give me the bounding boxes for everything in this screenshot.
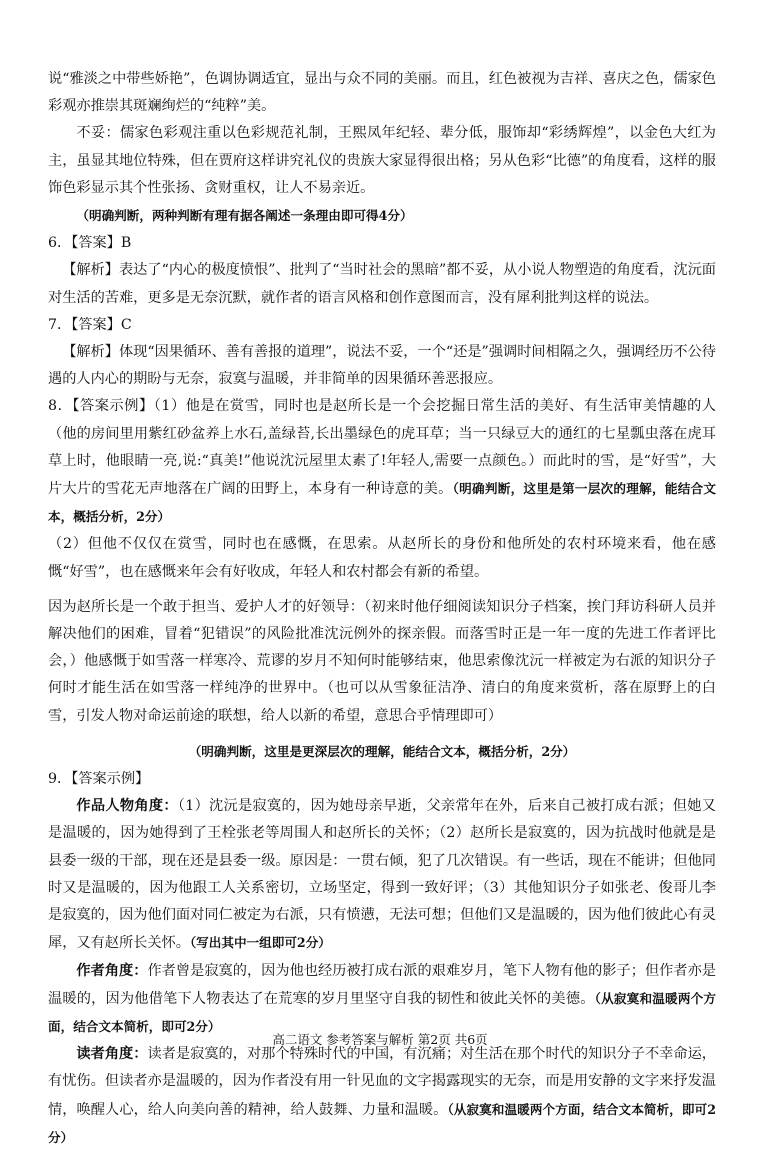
answer-6 — [48, 230, 716, 257]
document-body — [48, 66, 716, 1152]
paragraph-text: 因为赵所长是一个敢于担当、爱护人才的好领导：（初来时他仔细阅读知识分子档案，挨门拜访科研人员并解决他们的困难，冒着“犯错误”的风险批准沈沅例外的探亲假。而落雪时正是一年一度的先进工作者评比会，）他感慨于如雪落一样寒冷、荒谬的岁月不知何时能够结束，他思索像沈沅一样被定为右派的知识分子何时才能生活在如雪落一样纯净的世界中。（也可以从雪象征洁净、清白的角度来赏析，落在原野上的白雪，引发人物对命运前途的联想，给人以新的希望，意思合乎情理即可） — [48, 598, 716, 724]
angle-label: 作品人物角度： — [76, 798, 178, 815]
paragraph-text: 不妥：儒家色彩观注重以色彩规范礼制，王熙凤年纪轻、辈分低，服饰却“彩绣辉煌”，以金色大红为主，虽显其地位特殊，但在贾府这样讲究礼仪的贵族大家显得很出格；另从色彩“比德”的角度看，这样的服饰色彩显示其个性张扬、贪财重权，让人不易亲近。 — [48, 125, 716, 196]
answer-8-part2 — [48, 531, 716, 585]
page-footer: 高二语文 参考答案与解析 第2页 共6页 — [272, 1032, 488, 1047]
paragraph-opening — [48, 66, 716, 120]
paragraph-text: （2）但他不仅仅在赏雪，同时也在感慨，在思索。从赵所长的身份和他所处的农村环境来看，他在感慨“好雪”，也在感慨来年会有好收成，年轻人和农村都会有新的希望。 — [48, 536, 716, 580]
paragraph-text: 【解析】表达了“内心的极度愤恨”、批判了“当时社会的黑暗”都不妥，从小说人物塑造的角度看，沈沅面对生活的苦难，更多是无奈沉默，就作者的语言风格和创作意图而言，没有犀利批判这样的说法。 — [48, 262, 716, 306]
answer-9-author-angle — [48, 958, 716, 1042]
paragraph-text: 6．【答案】B — [48, 235, 132, 252]
answer-9-reader-angle — [48, 1041, 716, 1152]
paragraph-text: 9．【答案示例】 — [48, 771, 150, 788]
scoring-note-text: （明确判断，这里是第一层次的理解，能结合文本，概括分析，2分） — [48, 481, 716, 525]
angle-label: 作者角度： — [76, 962, 148, 979]
analysis-7 — [48, 339, 716, 393]
paragraph-text: 读者是寂寞的，对那个特殊时代的中国，有沉痛；对生活在那个时代的知识分子不幸命运，有忧伤。但读者亦是温暖的，因为作者没有用一针见血的文字揭露现实的无奈，而是用安静的文字来抒发温情，唤醒人心，给人向美向善的精神，给人鼓舞、力量和温暖。 — [48, 1046, 716, 1118]
scoring-note-text: （写出其中一组即可2分） — [189, 935, 331, 951]
paragraph-text: 8．【答案示例】（1）他是在赏雪，同时也是赵所长是一个会挖掘日常生活的美好、有生活审美情趣的人（他的房间里用紫红砂盆养上水石,盖绿苔,长出墨绿色的虎耳草；当一只绿豆大的通红的七星瓢虫落在虎耳草上时，他眼睛一亮,说:“真美!”他说沈沅屋里太素了!年轻人,需要一点颜色。）而此时的雪，是“好雪”，大片大片的雪花无声地落在广阔的田野上，本身有一种诗意的美。 — [48, 398, 716, 498]
scoring-note-text: （从寂寞和温暖两个方面，结合文本简析，即可2分） — [48, 990, 716, 1034]
paragraph-text: 说“雅淡之中带些娇艳”，色调协调适宜，显出与众不同的美丽。而且，红色被视为吉祥、喜庆之色，儒家色彩观亦推崇其斑斓绚烂的“纯粹”美。 — [48, 71, 716, 115]
paragraph-not-appropriate — [48, 120, 716, 202]
scoring-note-text: （明确判断，这里是更深层次的理解，能结合文本，概括分析，2分） — [188, 743, 576, 759]
paragraph-text: 【解析】体现“因果循环、善有善报的道理”，说法不妥，一个“还是”强调时间相隔之久，强调经历不公待遇的人内心的期盼与无奈，寂寞与温暖，并非简单的因果循环善恶报应。 — [48, 344, 716, 388]
answer-8-reason — [48, 594, 716, 730]
paragraph-text: （1）沈沅是寂寞的，因为她母亲早逝，父亲常年在外，后来自己被打成右派；但她又是温暖的，因为她得到了王栓张老等周围人和赵所长的关怀；（2）赵所长是寂寞的，因为抗战时他就是是县委一级的干部，现在还是县委一级。原因是：一贯右倾，犯了几次错误。有一些话，现在不能讲；但他同时又是温暖的，因为他跟工人关系密切，立场坚定，得到一致好评；（3）其他知识分子如张老、俊哥儿李是寂寞的，因为他们面对同仁被定为右派，只有愤懑，无法可想；但他们又是温暖的，因为他们彼此心有灵犀，又有赵所长关怀。 — [48, 798, 716, 952]
scoring-note — [48, 202, 716, 230]
scoring-note-text: （明确判断，两种判断有理有据各阐述一条理由即可得4分） — [76, 208, 413, 224]
answer-7 — [48, 312, 716, 339]
scoring-note — [48, 738, 716, 766]
answer-9-heading — [48, 766, 716, 793]
answer-9-character-angle — [48, 793, 716, 957]
analysis-6 — [48, 257, 716, 311]
paragraph-text: 7．【答案】C — [48, 316, 132, 333]
paragraph-text: 作者曾是寂寞的，因为他也经历被打成右派的艰难岁月，笔下人物有他的影子；但作者亦是温暖的，因为他借笔下人物表达了在荒寒的岁月里坚守自我的韧性和彼此关怀的美德。 — [48, 962, 716, 1007]
scoring-note-text: （从寂寞和温暖两个方面，结合文本简析，即可2分） — [48, 1101, 716, 1145]
angle-label: 读者角度： — [76, 1046, 148, 1063]
answer-8-part1 — [48, 393, 716, 531]
